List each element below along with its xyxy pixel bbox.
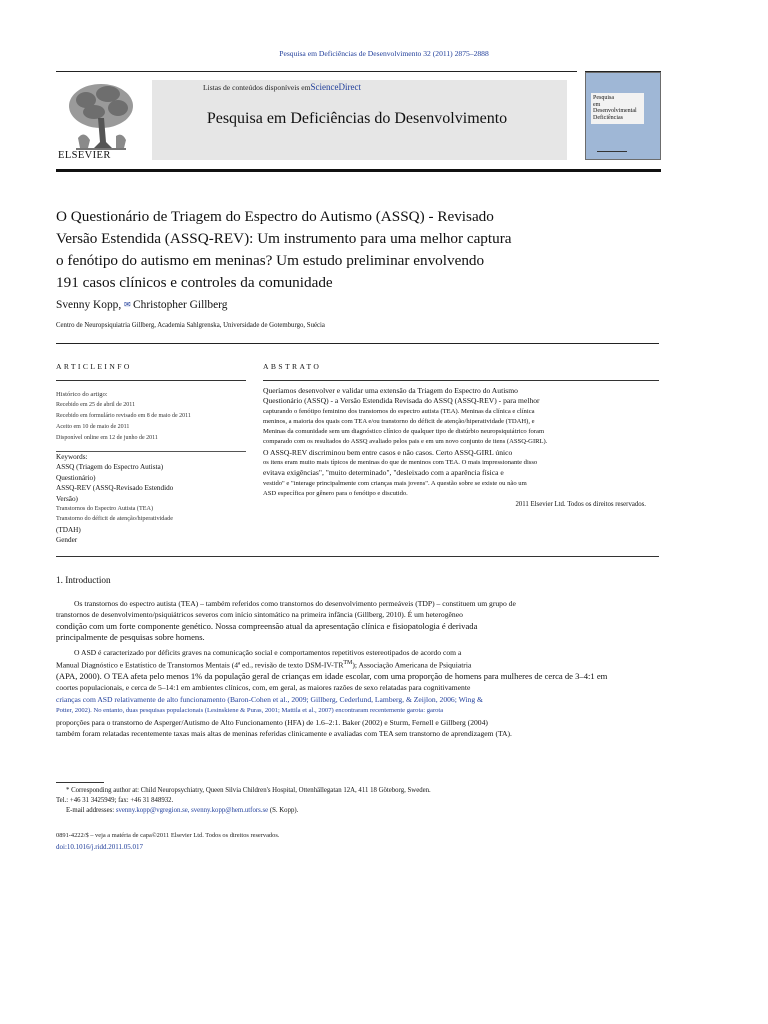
email-line bbox=[56, 806, 586, 816]
body-line-citation[interactable]: crianças com ASD relativamente de alto funcionamento (Baron-Cohen et al., 2009; Gillberg, Cederlund, Lamberg, & Zeijlon, 2006; Wing & bbox=[56, 694, 483, 704]
cover-title bbox=[593, 95, 648, 121]
section-rule bbox=[56, 343, 659, 344]
history-label: Histórico do artigo: bbox=[56, 391, 108, 398]
history-accepted: Aceito em 10 de maio de 2011 bbox=[56, 424, 130, 430]
email-links[interactable]: svenny.kopp@vgregion.se, svenny.kopp@hem.utfors.se bbox=[115, 807, 269, 815]
section-heading-introduction: 1. Introduction bbox=[56, 575, 111, 585]
issn-line: 0891-4222/$ – veja a matéria de capa©2011 Elsevier Ltd. Todos os direitos reservados. bbox=[56, 832, 280, 839]
history-revised: Recebido em formulário revisado em 8 de maio de 2011 bbox=[56, 413, 191, 419]
keywords bbox=[56, 452, 251, 546]
abstract-line: os itens eram muito mais típicos de meninas do que de meninos com TEA. O mais impressionante disso bbox=[263, 459, 538, 467]
cover-line: Desenvolvimental bbox=[593, 108, 637, 114]
article-title bbox=[56, 206, 616, 294]
corresponding-author-icon[interactable]: ✉ bbox=[124, 300, 131, 309]
body-line: proporções para o transtorno de Asperger/Autismo de Alto Funcionamento (HFA) de 1.6–2:1. Baker (2002) e Sturm, Fernell e Gillberg (2004) bbox=[56, 717, 488, 727]
trademark: TM bbox=[343, 660, 353, 667]
cover-rule bbox=[597, 151, 627, 152]
email-suffix: (S. Kopp). bbox=[269, 807, 299, 815]
body-text: ); Associação Americana de Psiquiatria bbox=[352, 660, 472, 670]
contents-prefix: Listas de conteúdos disponíveis em bbox=[202, 83, 311, 92]
contents-availability bbox=[152, 82, 412, 92]
article-info-rule bbox=[56, 380, 246, 381]
title-line: Versão Estendida (ASSQ-REV): Um instrumento para uma melhor captura bbox=[56, 230, 512, 247]
keyword: Questionário) bbox=[56, 473, 96, 482]
keywords-label: Keywords: bbox=[56, 453, 88, 461]
abstract-line: ASD específica por gênero para o fenótipo e discutido. bbox=[263, 489, 408, 497]
title-line: O Questionário de Triagem do Espectro do Autismo (ASSQ) - Revisado bbox=[56, 208, 494, 225]
header-top-rule bbox=[56, 71, 577, 72]
sciencedirect-link[interactable]: ScienceDirect bbox=[310, 82, 362, 92]
email-label: E-mail addresses: bbox=[66, 807, 115, 815]
author-kopp[interactable]: Svenny Kopp, bbox=[56, 299, 122, 311]
cover-line: Pesquisa bbox=[593, 95, 614, 101]
history-received: Recebido em 25 de abril de 2011 bbox=[56, 402, 136, 408]
abstract-bottom-rule bbox=[56, 556, 659, 557]
body-line-citation[interactable]: Potter, 2002). No entanto, duas pesquisas populacionais (Lesinskiene & Puras, 2001; Mattila et al., 2007) encontraram recentemente garota: garota bbox=[56, 707, 444, 715]
body-line: transtornos de desenvolvimento/psiquiátricos severos com início sintomático na primeira infância (Gillberg, 2010). É um heterogêneo bbox=[56, 610, 463, 620]
abstract-line: meninos, a maioria dos quais com TEA e/ou transtorno do déficit de atenção/hiperatividade (TDAH), e bbox=[263, 417, 535, 425]
body-line: condição com um forte componente genético. Nossa compreensão atual da apresentação clínica e fisiopatologia é derivada bbox=[56, 620, 478, 631]
abstract-line: comparado com os resultados do ASSQ avaliado pelos pais e em um novo conjunto de itens (ASSQ-GIRL). bbox=[263, 438, 548, 446]
keyword: Gender bbox=[56, 536, 78, 545]
abstract-rule bbox=[263, 380, 659, 381]
body-line bbox=[56, 658, 666, 671]
publisher-name: ELSEVIER bbox=[58, 150, 111, 161]
introduction-body bbox=[56, 598, 666, 739]
abstract-line: Queríamos desenvolver e validar uma extensão da Triagem do Espectro do Autismo bbox=[263, 386, 518, 395]
keyword: Transtorno do déficit de atenção/hiperatividade bbox=[56, 515, 173, 523]
article-info-heading: ARTICLEINFO bbox=[56, 362, 132, 371]
history-online: Disponível online em 12 de junho de 2011 bbox=[56, 435, 158, 441]
body-text: Manual Diagnóstico e Estatístico de Transtornos Mentais (4ª ed., revisão de texto DSM-IV-TR bbox=[56, 660, 344, 670]
cover-line: Deficiências bbox=[593, 114, 623, 121]
abstract-line: capturando o fenótipo feminino dos transtornos do espectro autista (TEA). Meninas da clínica e clínica bbox=[263, 407, 535, 415]
journal-reference[interactable]: Pesquisa em Deficiências de Desenvolvimento 32 (2011) 2875–2888 bbox=[279, 49, 489, 58]
keyword: ASSQ-REV (ASSQ-Revisado Estendido bbox=[56, 484, 174, 493]
keyword: Transtornos do Espectro Autista (TEA) bbox=[56, 505, 154, 513]
authors bbox=[56, 299, 227, 311]
author-gillberg[interactable]: Christopher Gillberg bbox=[133, 299, 228, 311]
abstract-line: vestido" e "interage principalmente com crianças mais jovens". A questão sobre se existe ou não um bbox=[263, 479, 527, 487]
body-line: O ASD é caracterizado por déficits graves na comunicação social e comportamentos repetitivos estereotipados de acordo com a bbox=[74, 647, 462, 657]
abstract-line: Questionário (ASSQ) - a Versão Estendida Revisada do ASSQ (ASSQ-REV) - para melhor bbox=[263, 396, 540, 406]
body-line: Os transtornos do espectro autista (TEA) – também referidos como transtornos do desenvolvimento permeáveis (TDP) – constituem um grupo de bbox=[74, 599, 516, 608]
abstract-heading: ABSTRATO bbox=[263, 362, 322, 371]
abstract-line: Meninas da comunidade sem um diagnóstico clínico de qualquer tipo de distúrbio neuropsiquiátrico foram bbox=[263, 428, 545, 436]
abstract-line: O ASSQ-REV discriminou bem entre casos e não casos. Certo ASSQ-GIRL único bbox=[263, 447, 513, 457]
footnotes bbox=[56, 786, 586, 817]
keyword: Versão) bbox=[56, 494, 78, 503]
cover-line: em bbox=[593, 101, 601, 108]
abstract-text bbox=[263, 386, 646, 511]
doi-link[interactable]: doi:10.1016/j.ridd.2011.05.017 bbox=[56, 842, 144, 851]
affiliation: Centro de Neuropsiquiatria Gillberg, Academia Sahlgrenska, Universidade de Gotemburgo, Suécia bbox=[56, 322, 325, 329]
title-line: 191 casos clínicos e controles da comunidade bbox=[56, 274, 333, 291]
phone-fax: Tel.: +46 31 3425949; fax: +46 31 848932. bbox=[56, 797, 174, 805]
title-line: o fenótipo do autismo em meninas? Um estudo preliminar envolvendo bbox=[56, 252, 485, 269]
article-history bbox=[56, 389, 246, 444]
elsevier-logo bbox=[56, 78, 146, 164]
keyword: ASSQ (Triagem do Espectro Autista) bbox=[56, 463, 164, 472]
journal-cover-thumbnail[interactable] bbox=[585, 72, 661, 160]
header-thick-rule bbox=[56, 169, 661, 172]
abstract-line: evitava exigências", "muito determinado", "desleixado com a aparência física e bbox=[263, 468, 504, 478]
body-line: (APA, 2000). O TEA afeta pelo menos 1% da população geral de crianças em idade escolar, com uma proporção de homens para mulheres de cerca de 3–4:1 em bbox=[56, 670, 608, 681]
copyright: 2011 Elsevier Ltd. Todos os direitos reservados. bbox=[515, 501, 646, 509]
journal-title: Pesquisa em Deficiências do Desenvolvimento bbox=[206, 110, 508, 127]
body-line: principalmente de pesquisas sobre homens. bbox=[56, 632, 205, 643]
corresponding-author-note: * Corresponding author at: Child Neuropsychiatry, Queen Silvia Children's Hospital, Ottenhällegatan 12A, 411 18 Göteborg, Sweden. bbox=[66, 787, 431, 794]
body-line: também foram relatadas recentemente taxas mais altas de meninas referidas clinicamente e avaliadas com TEA sem transtorno de aprendizagem (TA). bbox=[56, 729, 512, 738]
body-line: coortes populacionais, e cerca de 5–14:1 em ambientes clínicos, com, em geral, as maiores razões de sexo relatadas para cognitivamente bbox=[56, 683, 471, 693]
keyword: (TDAH) bbox=[56, 525, 81, 534]
footnote-rule bbox=[56, 782, 104, 783]
article-meta bbox=[56, 830, 556, 853]
